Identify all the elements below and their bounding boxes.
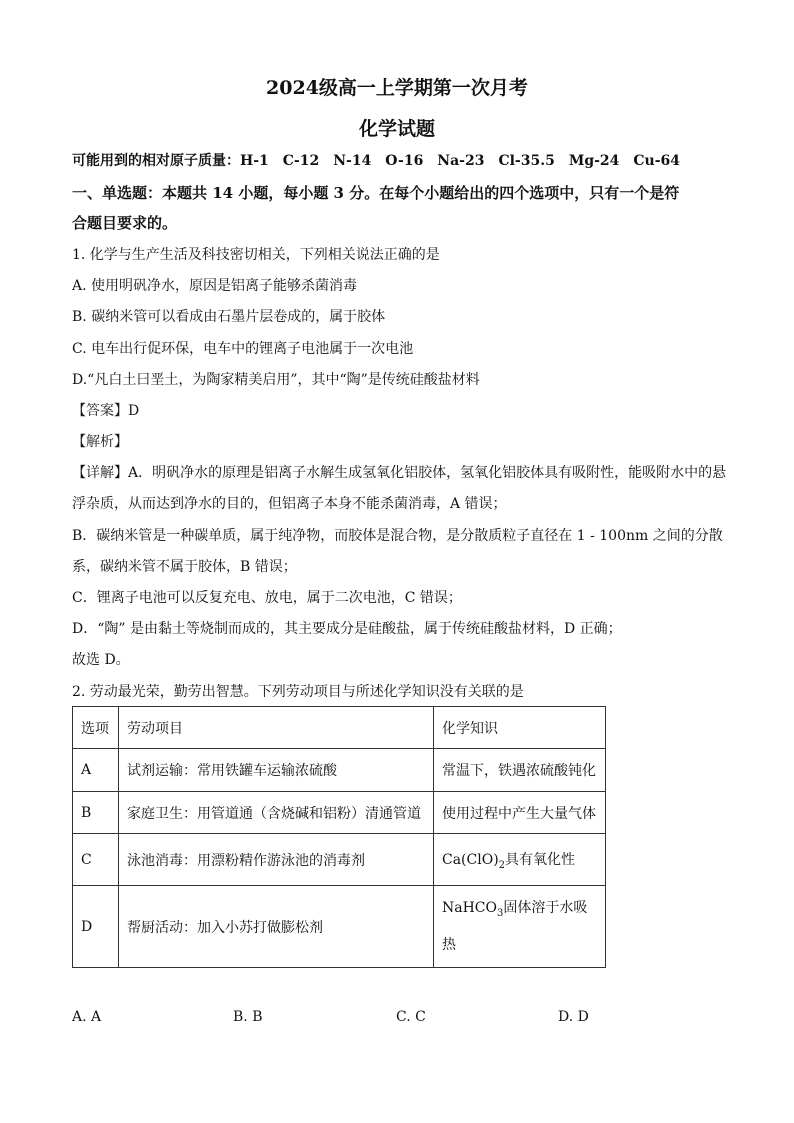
q1-analysis-line: D．“陶” 是由黏土等烧制而成的，其主要成分是硅酸盐，属于传统硅酸盐材料，D 正确； <box>72 621 622 637</box>
q2-option-a: A. A <box>72 1009 102 1025</box>
q2-table <box>72 706 606 968</box>
section-heading-line1: 一、单选题：本题共 14 小题，每小题 3 分。在每个小题给出的四个选项中，只有一个是符 <box>72 184 680 202</box>
q1-option-a: A. 使用明矾净水，原因是铝离子能够杀菌消毒 <box>72 278 358 294</box>
table-header-row <box>73 707 606 749</box>
q1-analysis-line: 【详解】A．明矾净水的原理是铝离子水解生成氢氧化铝胶体，氢氧化铝胶体具有吸附性，能吸附水中的悬 <box>72 465 727 481</box>
exam-subtitle: 化学试题 <box>358 118 435 140</box>
formula-ca-clo2: $Ca(ClO)_2$具有氧化性 <box>442 851 576 871</box>
q2-option-c: C. C <box>396 1009 426 1025</box>
row-labor-cell: 试剂运输：常用铁罐车运输浓硫酸 <box>119 749 434 792</box>
q1-option-d: D.“凡白土曰垩土，为陶家精美启用”，其中“陶”是传统硅酸盐材料 <box>72 372 480 388</box>
row-option-cell: D <box>73 886 119 968</box>
table-row <box>73 834 606 886</box>
row-chem-cell: 使用过程中产生大量气体 <box>434 792 606 834</box>
row-option-cell: C <box>73 834 119 886</box>
q1-analysis-line: 系，碳纳米管不属于胶体，B 错误； <box>72 559 297 575</box>
table-row <box>73 886 606 968</box>
exam-title: 2024级高一上学期第一次月考 <box>266 77 528 99</box>
q2-stem: 2. 劳动最光荣，勤劳出智慧。下列劳动项目与所述化学知识没有关联的是 <box>72 684 524 700</box>
q1-option-c: C. 电车出行促环保，电车中的锂离子电池属于一次电池 <box>72 341 414 357</box>
q1-answer: 【答案】D <box>72 403 140 419</box>
q1-stem: 1. 化学与生产生活及科技密切相关，下列相关说法正确的是 <box>72 247 440 263</box>
q1-analysis-line: C．锂离子电池可以反复充电、放电，属于二次电池，C 错误； <box>72 590 462 606</box>
q1-analysis-line: 故选 D。 <box>72 652 130 668</box>
row-option-cell: B <box>73 792 119 834</box>
row-chem-cell: 常温下，铁遇浓硫酸钝化 <box>434 749 606 792</box>
section-heading-line2: 合题目要求的。 <box>72 214 178 232</box>
header-cell-labor: 劳动项目 <box>119 707 434 749</box>
table-row <box>73 792 606 834</box>
row-option-cell: A <box>73 749 119 792</box>
row-chem-cell <box>434 834 606 886</box>
row-labor-cell: 家庭卫生：用管道通（含烧碱和铝粉）清通管道 <box>119 792 434 834</box>
header-cell-chem: 化学知识 <box>434 707 606 749</box>
row-chem-cell <box>434 886 606 968</box>
q2-option-d: D. D <box>558 1009 589 1025</box>
q1-analysis-label: 【解析】 <box>72 434 128 450</box>
q1-analysis-line: 浮杂质，从而达到净水的目的，但铝离子本身不能杀菌消毒，A 错误； <box>72 496 507 512</box>
q2-option-b: B. B <box>233 1009 263 1025</box>
q1-analysis-line: B．碳纳米管是一种碳单质，属于纯净物，而胶体是混合物，是分散质粒子直径在 1 - 100nm 之间的分散 <box>72 528 723 544</box>
table-row <box>73 749 606 792</box>
q1-option-b: B. 碳纳米管可以看成由石墨片层卷成的，属于胶体 <box>72 309 386 325</box>
row-labor-cell: 泳池消毒：用漂粉精作游泳池的消毒剂 <box>119 834 434 886</box>
formula-nahco3: NaHCO$_3$固体溶于水吸 热 <box>442 899 588 954</box>
atomic-masses: 可能用到的相对原子质量：H-1 C-12 N-14 O-16 Na-23 Cl-35.5 Mg-24 Cu-64 <box>72 153 681 169</box>
header-cell-option: 选项 <box>73 707 119 749</box>
row-labor-cell: 帮厨活动：加入小苏打做膨松剂 <box>119 886 434 968</box>
